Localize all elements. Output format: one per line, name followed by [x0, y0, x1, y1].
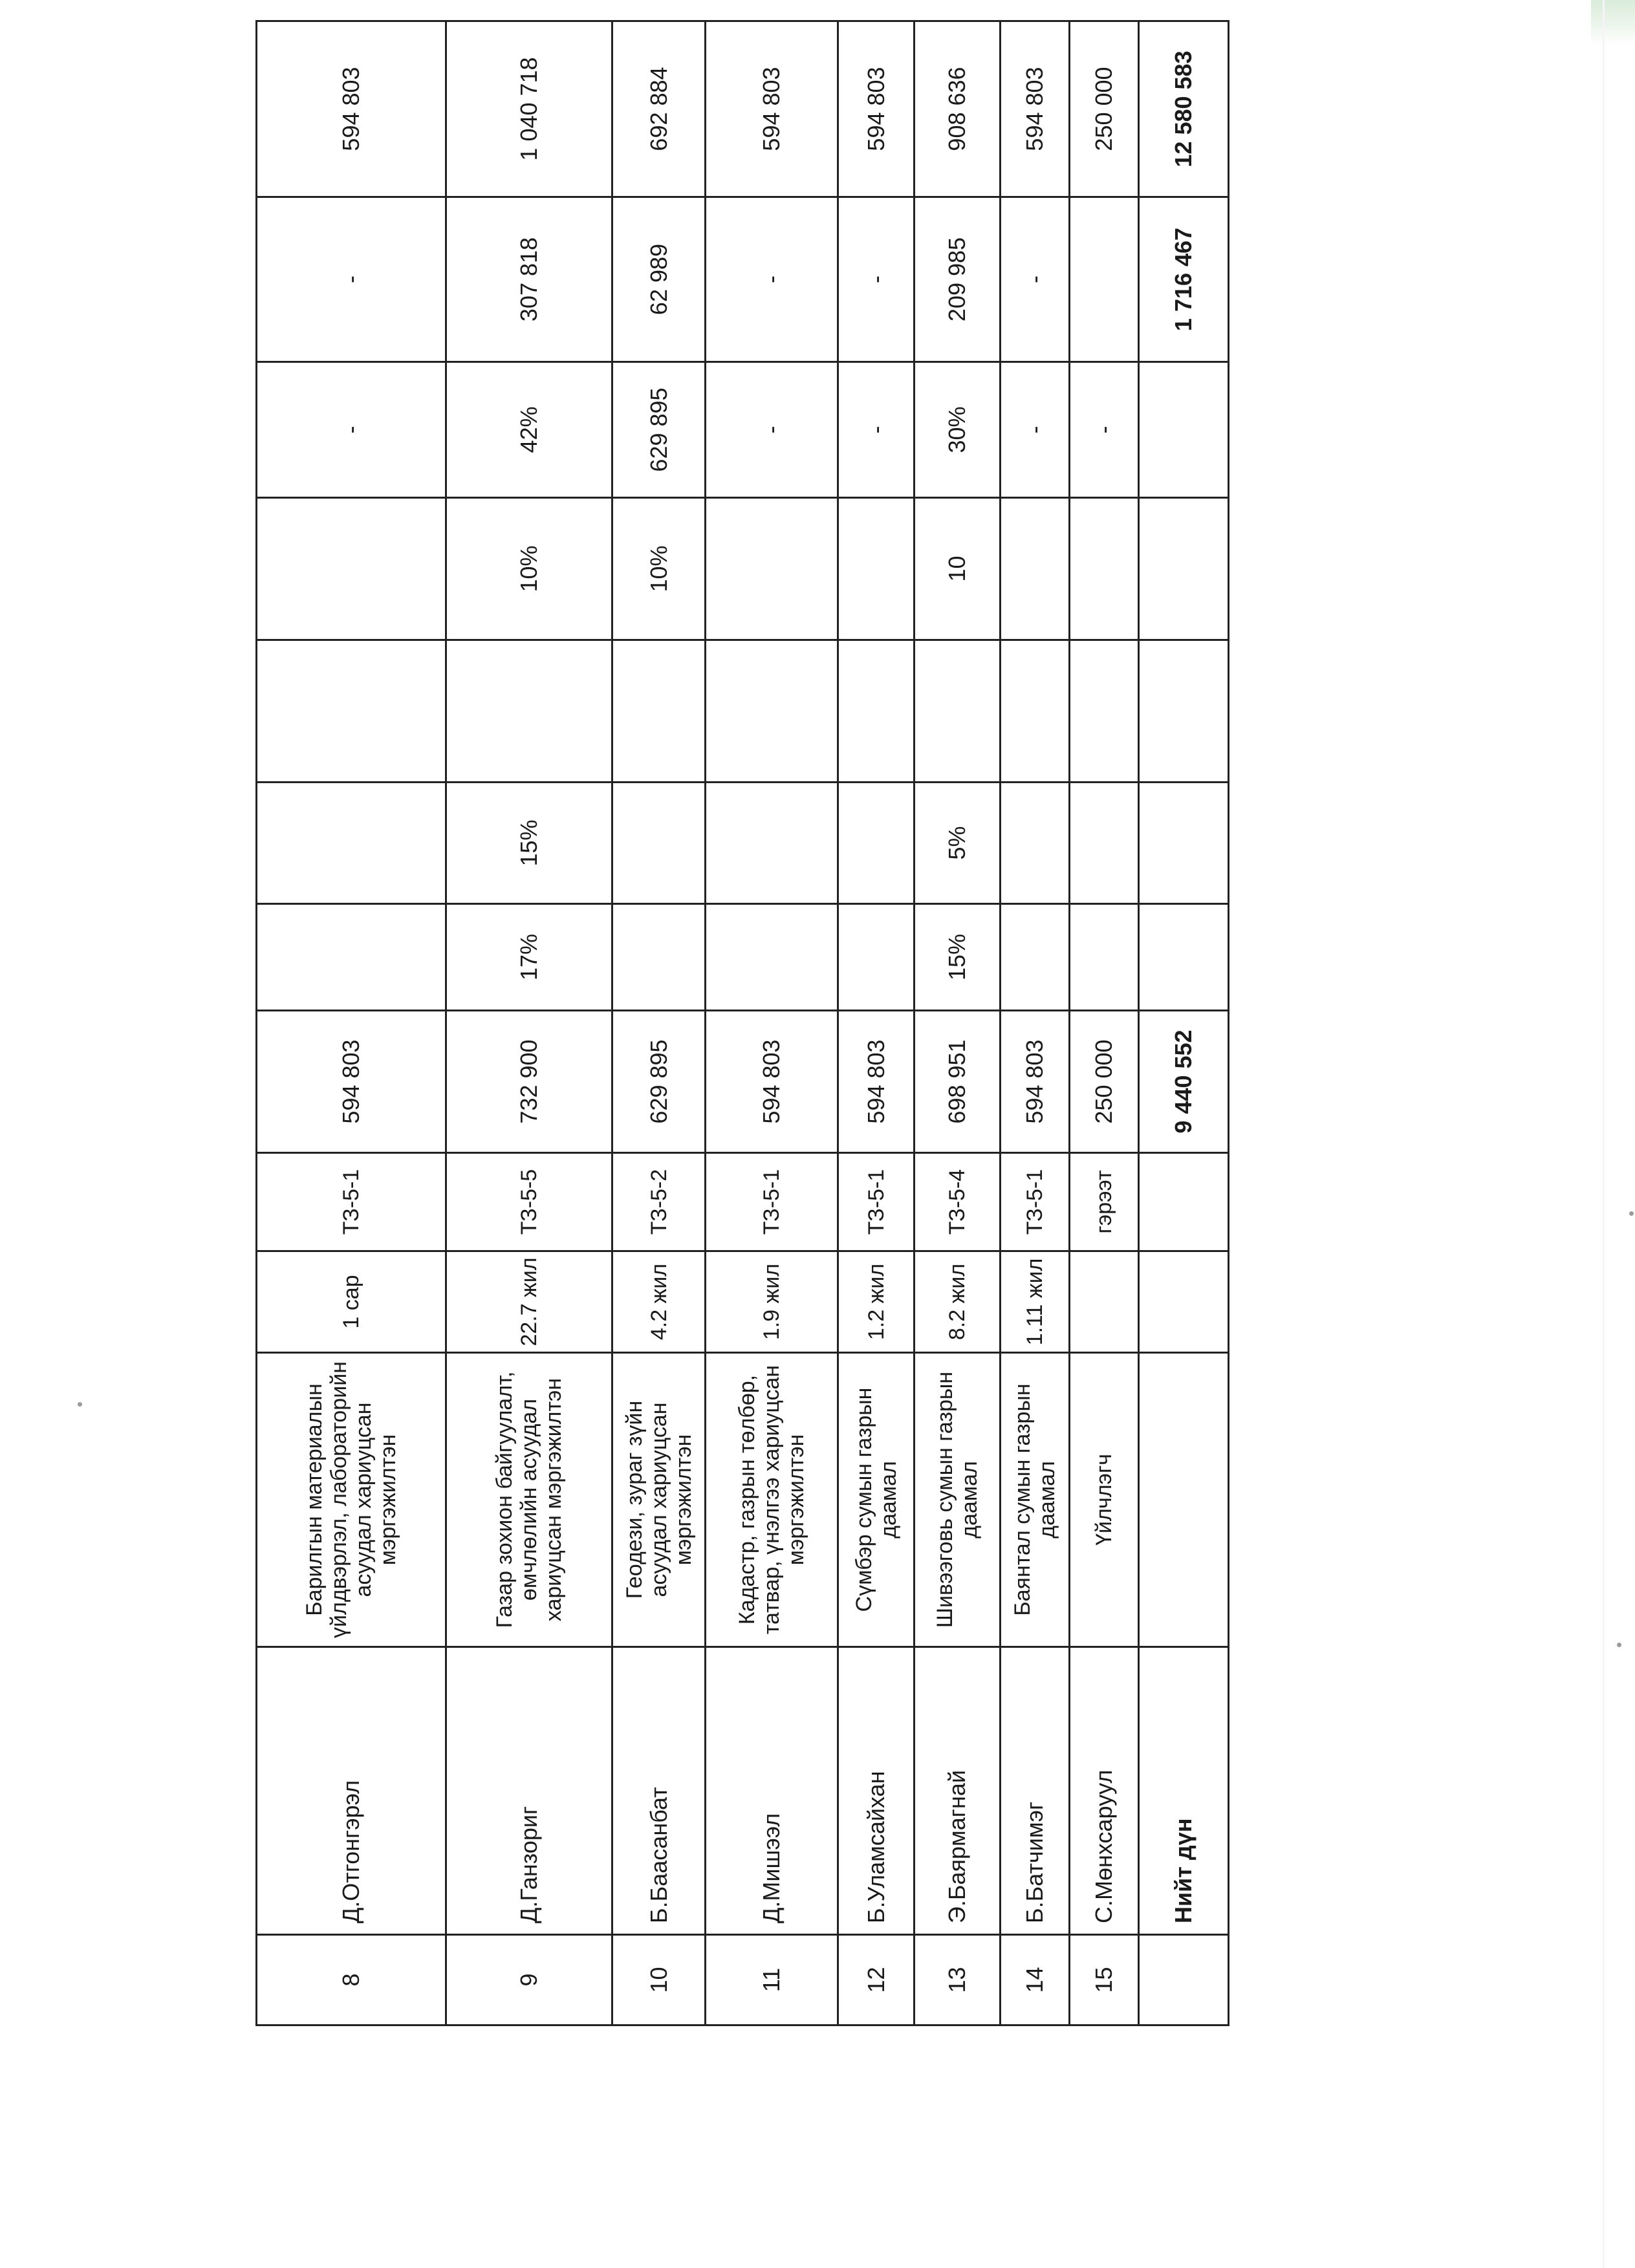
- cell-position: Барилгын материалын үйлдвэрлэл, лабораторийн асуудал хариуцсан мэргэжилтэн: [257, 1353, 446, 1647]
- cell-name: Б.Уламсайхан: [838, 1647, 915, 1935]
- cell-position: Газар зохион байгуулалт, өмчлөлийн асуудал хариуцсан мэргэжилтэн: [446, 1353, 612, 1647]
- cell-experience: 8.2 жил: [915, 1251, 1001, 1353]
- cell-position: Баянтал сумын газрын даамал: [1001, 1353, 1070, 1647]
- cell-pct-c: [1001, 640, 1070, 783]
- cell-pct-e: [1139, 362, 1229, 498]
- cell-position: Сүмбэр сумын газрын даамал: [838, 1353, 915, 1647]
- cell-name: Э.Баярмагнай: [915, 1647, 1001, 1935]
- cell-pct-e: -: [706, 362, 838, 498]
- cell-total: 594 803: [706, 21, 838, 197]
- cell-total: 594 803: [838, 21, 915, 197]
- cell-total: 692 884: [612, 21, 706, 197]
- cell-grade: ТЗ-5-1: [838, 1153, 915, 1251]
- cell-addition: -: [838, 197, 915, 362]
- cell-experience: 22.7 жил: [446, 1251, 612, 1353]
- cell-pct-a: [1139, 904, 1229, 1011]
- cell-experience: 4.2 жил: [612, 1251, 706, 1353]
- cell-addition: -: [706, 197, 838, 362]
- cell-pct-e: -: [257, 362, 446, 498]
- table-row: [706, 21, 838, 2025]
- cell-name: Б.Батчимэг: [1001, 1647, 1070, 1935]
- cell-pct-c: [612, 640, 706, 783]
- cell-pct-a: [706, 904, 838, 1011]
- cell-pct-c: [838, 640, 915, 783]
- cell-pct-e: -: [1001, 362, 1070, 498]
- cell-experience: 1.2 жил: [838, 1251, 915, 1353]
- cell-pct-a: [257, 904, 446, 1011]
- cell-base-salary: 250 000: [1070, 1011, 1139, 1153]
- cell-position: [1139, 1353, 1229, 1647]
- cell-experience: [1070, 1251, 1139, 1353]
- cell-base-salary: 594 803: [257, 1011, 446, 1153]
- table-row: [838, 21, 915, 2025]
- cell-pct-a: 15%: [915, 904, 1001, 1011]
- cell-no: 9: [446, 1935, 612, 2025]
- cell-grade: ТЗ-5-2: [612, 1153, 706, 1251]
- cell-name: Д.Мишээл: [706, 1647, 838, 1935]
- cell-pct-b: [1139, 783, 1229, 904]
- table-body: [257, 21, 1229, 2025]
- cell-position: Кадастр, газрын төлбөр, татвар, үнэлгээ хариуцсан мэргэжилтэн: [706, 1353, 838, 1647]
- cell-experience: 1 сар: [257, 1251, 446, 1353]
- cell-position: Үйлчлэгч: [1070, 1353, 1139, 1647]
- table-row: [446, 21, 612, 2025]
- cell-base-salary: 594 803: [706, 1011, 838, 1153]
- cell-experience: 1.11 жил: [1001, 1251, 1070, 1353]
- cell-total: 250 000: [1070, 21, 1139, 197]
- cell-pct-e: 42%: [446, 362, 612, 498]
- cell-pct-d: 10: [915, 498, 1001, 640]
- cell-no: 14: [1001, 1935, 1070, 2025]
- cell-base-salary: 732 900: [446, 1011, 612, 1153]
- cell-pct-b: [1001, 783, 1070, 904]
- rotated-table-wrapper: [255, 50, 1228, 2026]
- cell-experience: [1139, 1251, 1229, 1353]
- cell-no: 12: [838, 1935, 915, 2025]
- totals-addition: 1 716 467: [1139, 197, 1229, 362]
- cell-addition: [1070, 197, 1139, 362]
- table-row: [257, 21, 446, 2025]
- table-row: [915, 21, 1001, 2025]
- cell-grade: ТЗ-5-5: [446, 1153, 612, 1251]
- cell-pct-a: 17%: [446, 904, 612, 1011]
- scan-speck: [1617, 1643, 1621, 1647]
- totals-label: Нийт дүн: [1139, 1647, 1229, 1935]
- cell-pct-e: 30%: [915, 362, 1001, 498]
- cell-grade: ТЗ-5-4: [915, 1153, 1001, 1251]
- scanner-edge-tint: [1591, 0, 1635, 45]
- cell-addition: 209 985: [915, 197, 1001, 362]
- cell-no: 10: [612, 1935, 706, 2025]
- cell-pct-d: [1139, 498, 1229, 640]
- scan-speck: [78, 1402, 82, 1407]
- table-row: [612, 21, 706, 2025]
- cell-no: 11: [706, 1935, 838, 2025]
- cell-base-salary: 594 803: [838, 1011, 915, 1153]
- table-row: [1001, 21, 1070, 2025]
- cell-name: Д.Ганзориг: [446, 1647, 612, 1935]
- cell-grade: гэрээт: [1070, 1153, 1139, 1251]
- cell-pct-d: [1070, 498, 1139, 640]
- cell-pct-e: -: [838, 362, 915, 498]
- cell-pct-c: [1139, 640, 1229, 783]
- cell-addition: 62 989: [612, 197, 706, 362]
- cell-pct-c: [446, 640, 612, 783]
- cell-pct-b: [706, 783, 838, 904]
- cell-pct-c: [257, 640, 446, 783]
- salary-table: [255, 20, 1229, 2026]
- totals-total: 12 580 583: [1139, 21, 1229, 197]
- cell-total: 908 636: [915, 21, 1001, 197]
- cell-grade: ТЗ-5-1: [706, 1153, 838, 1251]
- cell-addition: -: [1001, 197, 1070, 362]
- cell-total: 594 803: [257, 21, 446, 197]
- cell-pct-b: [838, 783, 915, 904]
- cell-pct-a: [612, 904, 706, 1011]
- scan-speck: [1629, 1211, 1634, 1216]
- cell-pct-a: [1001, 904, 1070, 1011]
- cell-no: 8: [257, 1935, 446, 2025]
- cell-addition: -: [257, 197, 446, 362]
- cell-name: С.Мөнхсаруул: [1070, 1647, 1139, 1935]
- cell-pct-b: [612, 783, 706, 904]
- cell-base-salary: 629 895: [612, 1011, 706, 1153]
- cell-pct-d: [838, 498, 915, 640]
- cell-grade: ТЗ-5-1: [1001, 1153, 1070, 1251]
- cell-pct-d: 10%: [612, 498, 706, 640]
- cell-pct-b: 5%: [915, 783, 1001, 904]
- cell-position: Геодези, зураг зүйн асуудал хариуцсан мэргэжилтэн: [612, 1353, 706, 1647]
- totals-row: [1139, 21, 1229, 2025]
- cell-pct-d: 10%: [446, 498, 612, 640]
- totals-base-salary: 9 440 552: [1139, 1011, 1229, 1153]
- cell-pct-e: -: [1070, 362, 1139, 498]
- cell-addition: 307 818: [446, 197, 612, 362]
- cell-no: 15: [1070, 1935, 1139, 2025]
- cell-experience: 1.9 жил: [706, 1251, 838, 1353]
- cell-no: [1139, 1935, 1229, 2025]
- cell-base-salary: 698 951: [915, 1011, 1001, 1153]
- cell-grade: ТЗ-5-1: [257, 1153, 446, 1251]
- cell-pct-a: [1070, 904, 1139, 1011]
- cell-pct-e: 629 895: [612, 362, 706, 498]
- cell-pct-a: [838, 904, 915, 1011]
- cell-pct-c: [706, 640, 838, 783]
- cell-base-salary: 594 803: [1001, 1011, 1070, 1153]
- scanner-line: [1603, 0, 1605, 2268]
- table-row: [1070, 21, 1139, 2025]
- cell-pct-b: [1070, 783, 1139, 904]
- cell-position: Шивээговь сумын газрын даамал: [915, 1353, 1001, 1647]
- cell-pct-c: [1070, 640, 1139, 783]
- cell-total: 594 803: [1001, 21, 1070, 197]
- cell-pct-b: [257, 783, 446, 904]
- cell-name: Д.Отгонгэрэл: [257, 1647, 446, 1935]
- cell-grade: [1139, 1153, 1229, 1251]
- cell-pct-d: [1001, 498, 1070, 640]
- cell-total: 1 040 718: [446, 21, 612, 197]
- cell-pct-b: 15%: [446, 783, 612, 904]
- cell-pct-c: [915, 640, 1001, 783]
- cell-pct-d: [706, 498, 838, 640]
- cell-name: Б.Баасанбат: [612, 1647, 706, 1935]
- cell-no: 13: [915, 1935, 1001, 2025]
- cell-pct-d: [257, 498, 446, 640]
